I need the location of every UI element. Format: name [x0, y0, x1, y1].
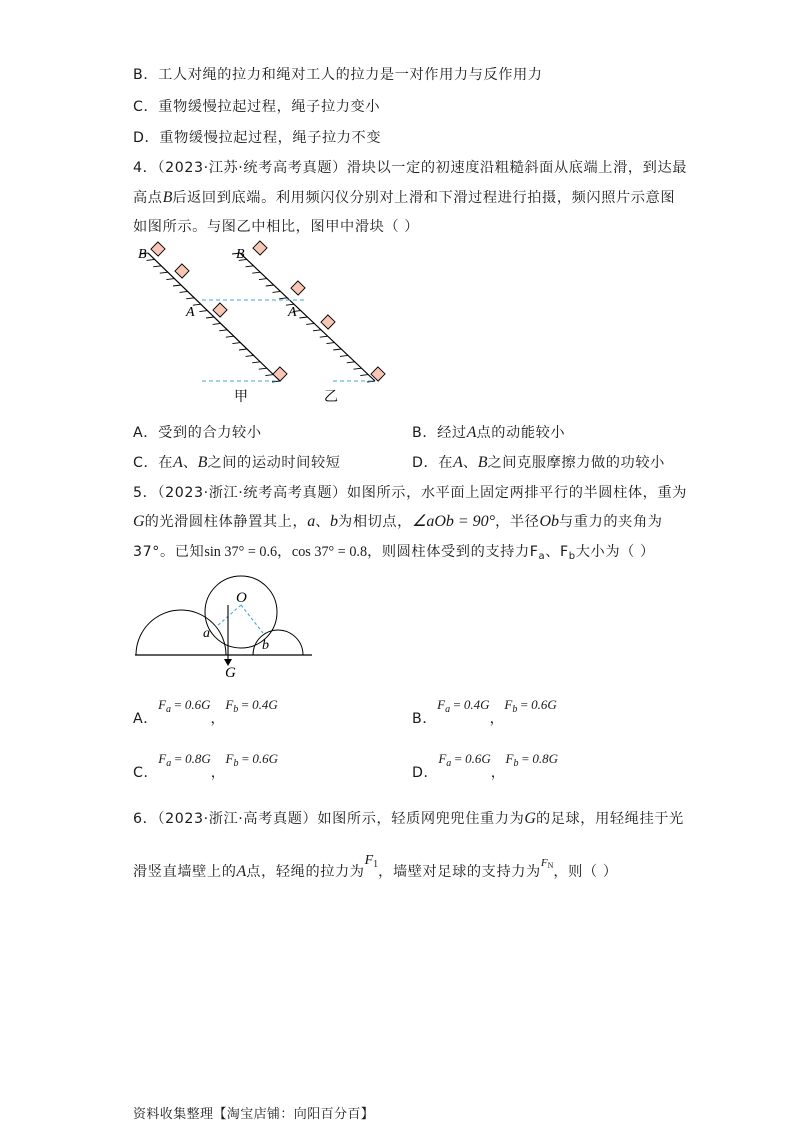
caption-jia: 甲 — [234, 389, 248, 405]
q4-option-c: C．在A、B之间的运动时间较短 — [133, 454, 341, 471]
q3-option-d: D．重物缓慢拉起过程，绳子拉力不变 — [133, 130, 382, 146]
hatch-mark — [180, 291, 188, 292]
label-a: a — [203, 626, 210, 641]
hatch-mark — [246, 266, 254, 267]
q5-option-c: C．$F_a = 0.8G$，$F_b = 0.6G$ — [133, 751, 278, 781]
q5-option-a: A．$F_a = 0.6G$，$F_b = 0.4G$ — [133, 697, 278, 727]
hatch-mark — [226, 336, 234, 337]
q4-stem-line1: 4．（2023·江苏·统考高考真题）滑块以一定的初速度沿粗糙斜面从底端上滑，到达最 — [133, 160, 688, 176]
hatch-mark — [347, 362, 355, 363]
q5-option-d: D．$F_a = 0.6G$，$F_b = 0.8G$ — [412, 751, 558, 781]
hatch-mark — [300, 317, 308, 318]
q4-stem-line2: 高点B后返回到底端。利用频闪仪分别对上滑和下滑过程进行拍摄，频闪照片示意图 — [133, 189, 676, 206]
hatch-mark — [266, 285, 274, 286]
caption-yi: 乙 — [324, 389, 338, 405]
q4-option-b: B．经过A点的动能较小 — [412, 424, 566, 441]
hatch-mark — [153, 266, 161, 267]
label-b-right: B — [236, 247, 245, 262]
q5-stem-line1: 5．（2023·浙江·统考高考真题）如图所示，水平面上固定两排平行的半圆柱体，重为 — [133, 485, 688, 501]
hatch-mark — [199, 311, 207, 312]
hatch-mark — [259, 368, 267, 369]
radius-ob — [241, 605, 263, 633]
label-a-right: A — [288, 305, 297, 320]
q5-stem-line3: 37°。已知sin 37° = 0.6，cos 37° = 0.8，则圆柱体受到的支持力$F_a$、$F_b$大小为（ ） — [133, 544, 655, 562]
hatch-mark — [360, 375, 368, 376]
q6-stem-line1: 6．（2023·浙江·高考真题）如图所示，轻质网兜兜住重力为G的足球，用轻绳挂于光 — [133, 810, 684, 827]
q5-option-b: B．$F_a = 0.4G$，$F_b = 0.6G$ — [412, 697, 557, 727]
hatch-mark — [166, 279, 174, 280]
q5-figure — [130, 575, 320, 685]
block — [175, 264, 189, 278]
hatch-mark — [279, 298, 287, 299]
q3-option-b: B．工人对绳的拉力和绳对工人的拉力是一对作用力与反作用力 — [133, 67, 543, 83]
label-a-left: A — [186, 305, 195, 320]
block — [253, 241, 267, 255]
q4-option-d: D．在A、B之间克服摩擦力做的功较小 — [412, 454, 665, 471]
hatch-mark — [333, 349, 341, 350]
hatch-mark — [246, 355, 254, 356]
hatch-mark — [173, 285, 181, 286]
hatch-mark — [239, 349, 247, 350]
block — [291, 281, 305, 295]
label-g: G — [225, 665, 236, 681]
q4-option-a: A．受到的合力较小 — [133, 425, 262, 441]
q5-stem-line2: G的光滑圆柱体静置其上，a、b为相切点，∠aOb = 90°，半径Ob与重力的夹角为 — [133, 513, 663, 530]
block — [151, 242, 165, 256]
hatch-mark — [252, 272, 260, 273]
hatch-mark — [252, 362, 260, 363]
q3-option-c: C．重物缓慢拉起过程，绳子拉力变小 — [133, 99, 381, 115]
q4-figure — [130, 238, 400, 408]
hatch-mark — [186, 298, 194, 299]
hatch-mark — [259, 279, 267, 280]
block — [273, 367, 287, 381]
hatch-mark — [340, 355, 348, 356]
block — [213, 303, 227, 317]
label-o: O — [236, 590, 247, 606]
hatch-mark — [354, 368, 362, 369]
hatch-mark — [147, 259, 155, 260]
label-b: b — [262, 638, 269, 653]
hatch-mark — [320, 336, 328, 337]
label-b-left: B — [138, 247, 147, 262]
q6-stem-line2: 滑竖直墙壁上的A点，轻绳的拉力为$F_1$，墙壁对足球的支持力为$^{FN}$，则（ ） — [133, 853, 618, 880]
hatch-mark — [232, 343, 240, 344]
hatch-mark — [206, 317, 214, 318]
hatch-mark — [313, 330, 321, 331]
hatch-mark — [306, 323, 314, 324]
hatch-mark — [213, 323, 221, 324]
q4-stem-line3: 如图所示。与图乙中相比，图甲中滑块（ ） — [133, 219, 420, 235]
hatch-mark — [327, 343, 335, 344]
hatch-mark — [219, 330, 227, 331]
block — [321, 315, 335, 329]
hatch-mark — [160, 272, 168, 273]
footer-source: 资料收集整理【淘宝店铺：向阳百分百】 — [133, 1107, 375, 1122]
half-cylinder-left — [136, 610, 226, 655]
hatch-mark — [265, 375, 273, 376]
hatch-mark — [273, 291, 281, 292]
